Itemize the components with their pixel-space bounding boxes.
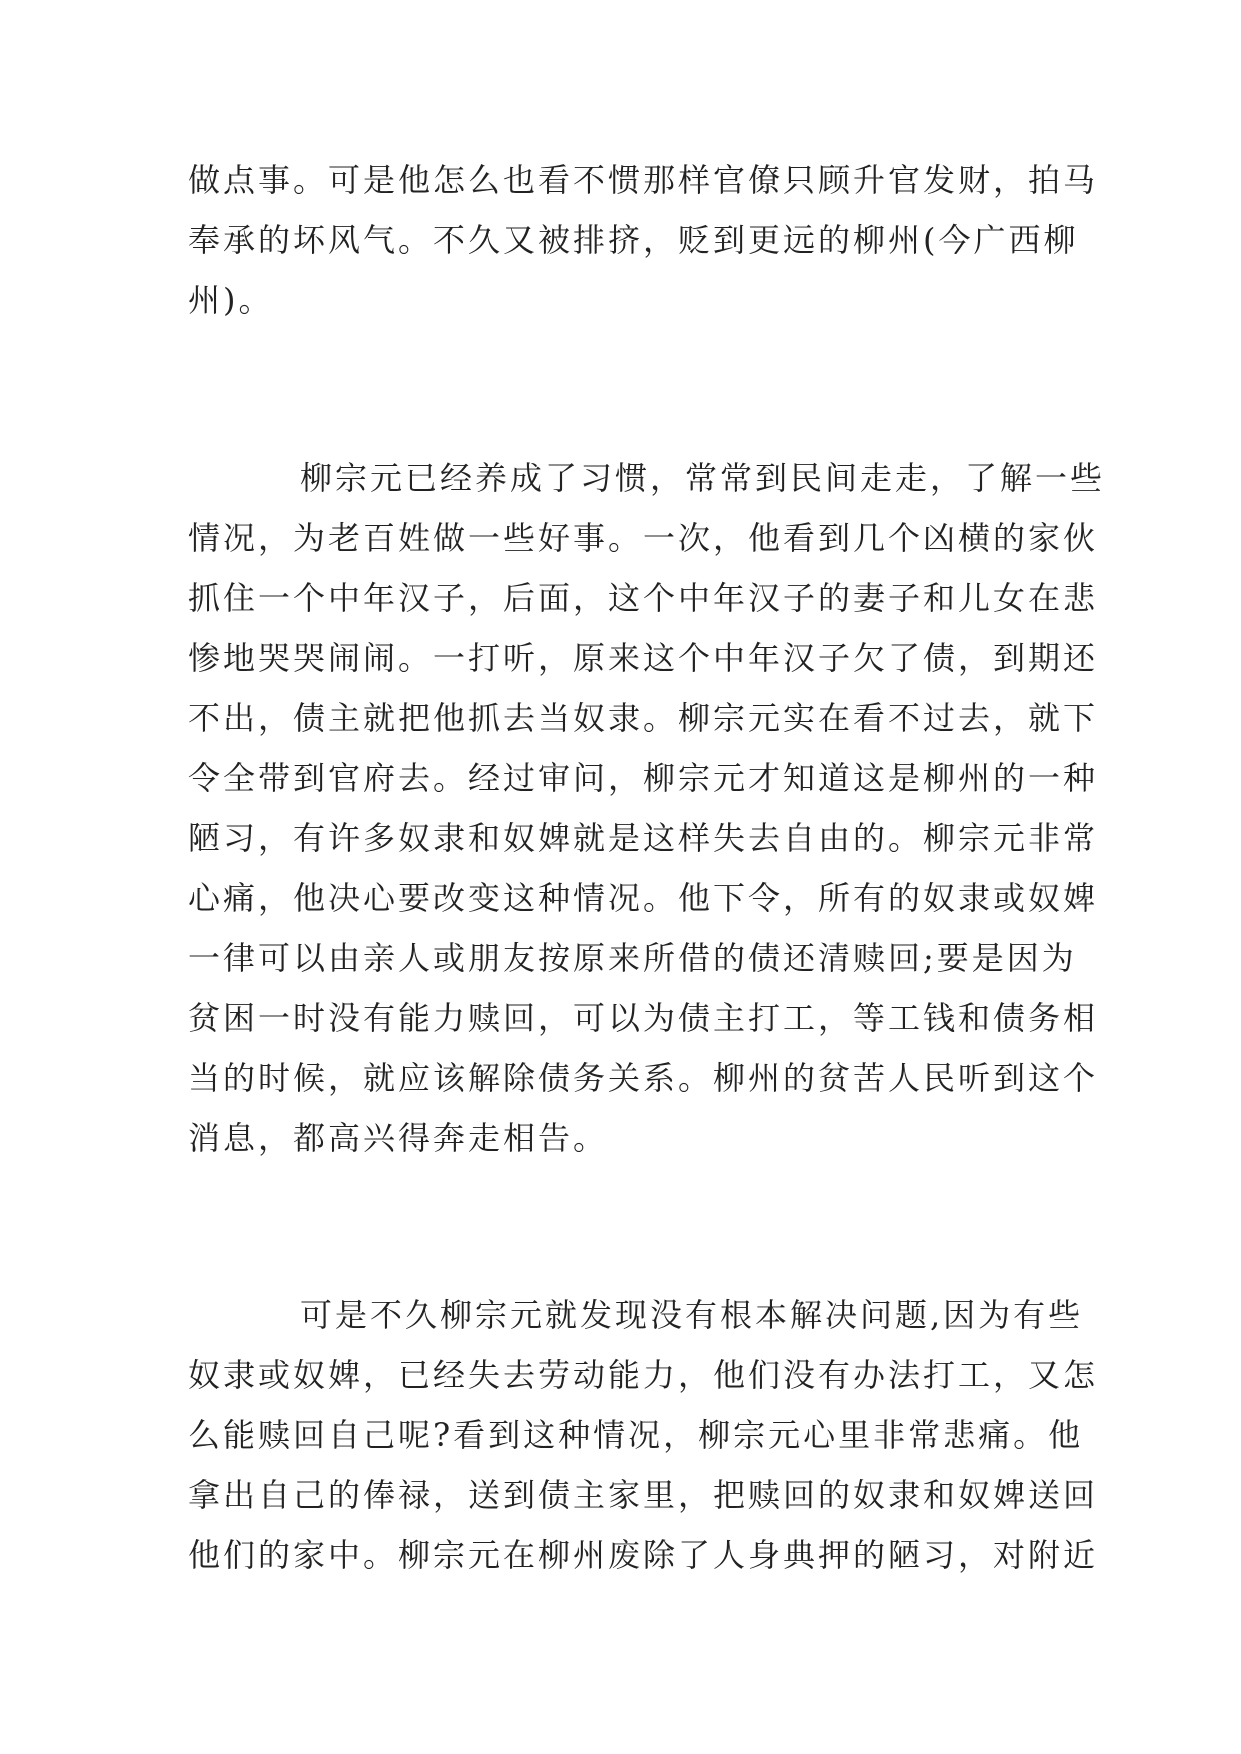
paragraph-3-line-4: 拿出自己的俸禄，送到债主家里，把赎回的奴隶和奴婢送回	[188, 1476, 1099, 1514]
paragraph-2-line-2: 情况，为老百姓做一些好事。一次，他看到几个凶横的家伙	[188, 519, 1099, 557]
paragraph-3-line-3: 么能赎回自己呢?看到这种情况，柳宗元心里非常悲痛。他	[188, 1416, 1084, 1454]
paragraph-2-line-11: 当的时候，就应该解除债务关系。柳州的贫苦人民听到这个	[188, 1059, 1099, 1097]
paragraph-2-line-9: 一律可以由亲人或朋友按原来所借的债还清赎回;要是因为	[188, 939, 1077, 977]
paragraph-2-line-12: 消息，都高兴得奔走相告。	[188, 1119, 609, 1157]
paragraph-2-line-3: 抓住一个中年汉子，后面，这个中年汉子的妻子和儿女在悲	[188, 579, 1099, 617]
paragraph-3-line-2: 奴隶或奴婢，已经失去劳动能力，他们没有办法打工，又怎	[188, 1356, 1099, 1394]
paragraph-2-line-7: 陋习，有许多奴隶和奴婢就是这样失去自由的。柳宗元非常	[188, 819, 1099, 857]
paragraph-1-line-2: 奉承的坏风气。不久又被排挤，贬到更远的柳州(今广西柳	[188, 221, 1079, 259]
paragraph-2-line-1: 柳宗元已经养成了习惯，常常到民间走走，了解一些	[300, 459, 1106, 497]
paragraph-1-line-1: 做点事。可是他怎么也看不惯那样官僚只顾升官发财，拍马	[188, 161, 1099, 199]
paragraph-2-line-5: 不出，债主就把他抓去当奴隶。柳宗元实在看不过去，就下	[188, 699, 1099, 737]
paragraph-1-line-3: 州)。	[188, 281, 274, 319]
paragraph-2-line-6: 令全带到官府去。经过审问，柳宗元才知道这是柳州的一种	[188, 759, 1099, 797]
paragraph-2-line-4: 惨地哭哭闹闹。一打听，原来这个中年汉子欠了债，到期还	[188, 639, 1099, 677]
paragraph-3-line-1: 可是不久柳宗元就发现没有根本解决问题,因为有些	[300, 1296, 1084, 1334]
paragraph-3-line-5: 他们的家中。柳宗元在柳州废除了人身典押的陋习，对附近	[188, 1536, 1099, 1574]
paragraph-2-line-8: 心痛，他决心要改变这种情况。他下令，所有的奴隶或奴婢	[188, 879, 1099, 917]
paragraph-2-line-10: 贫困一时没有能力赎回，可以为债主打工，等工钱和债务相	[188, 999, 1099, 1037]
